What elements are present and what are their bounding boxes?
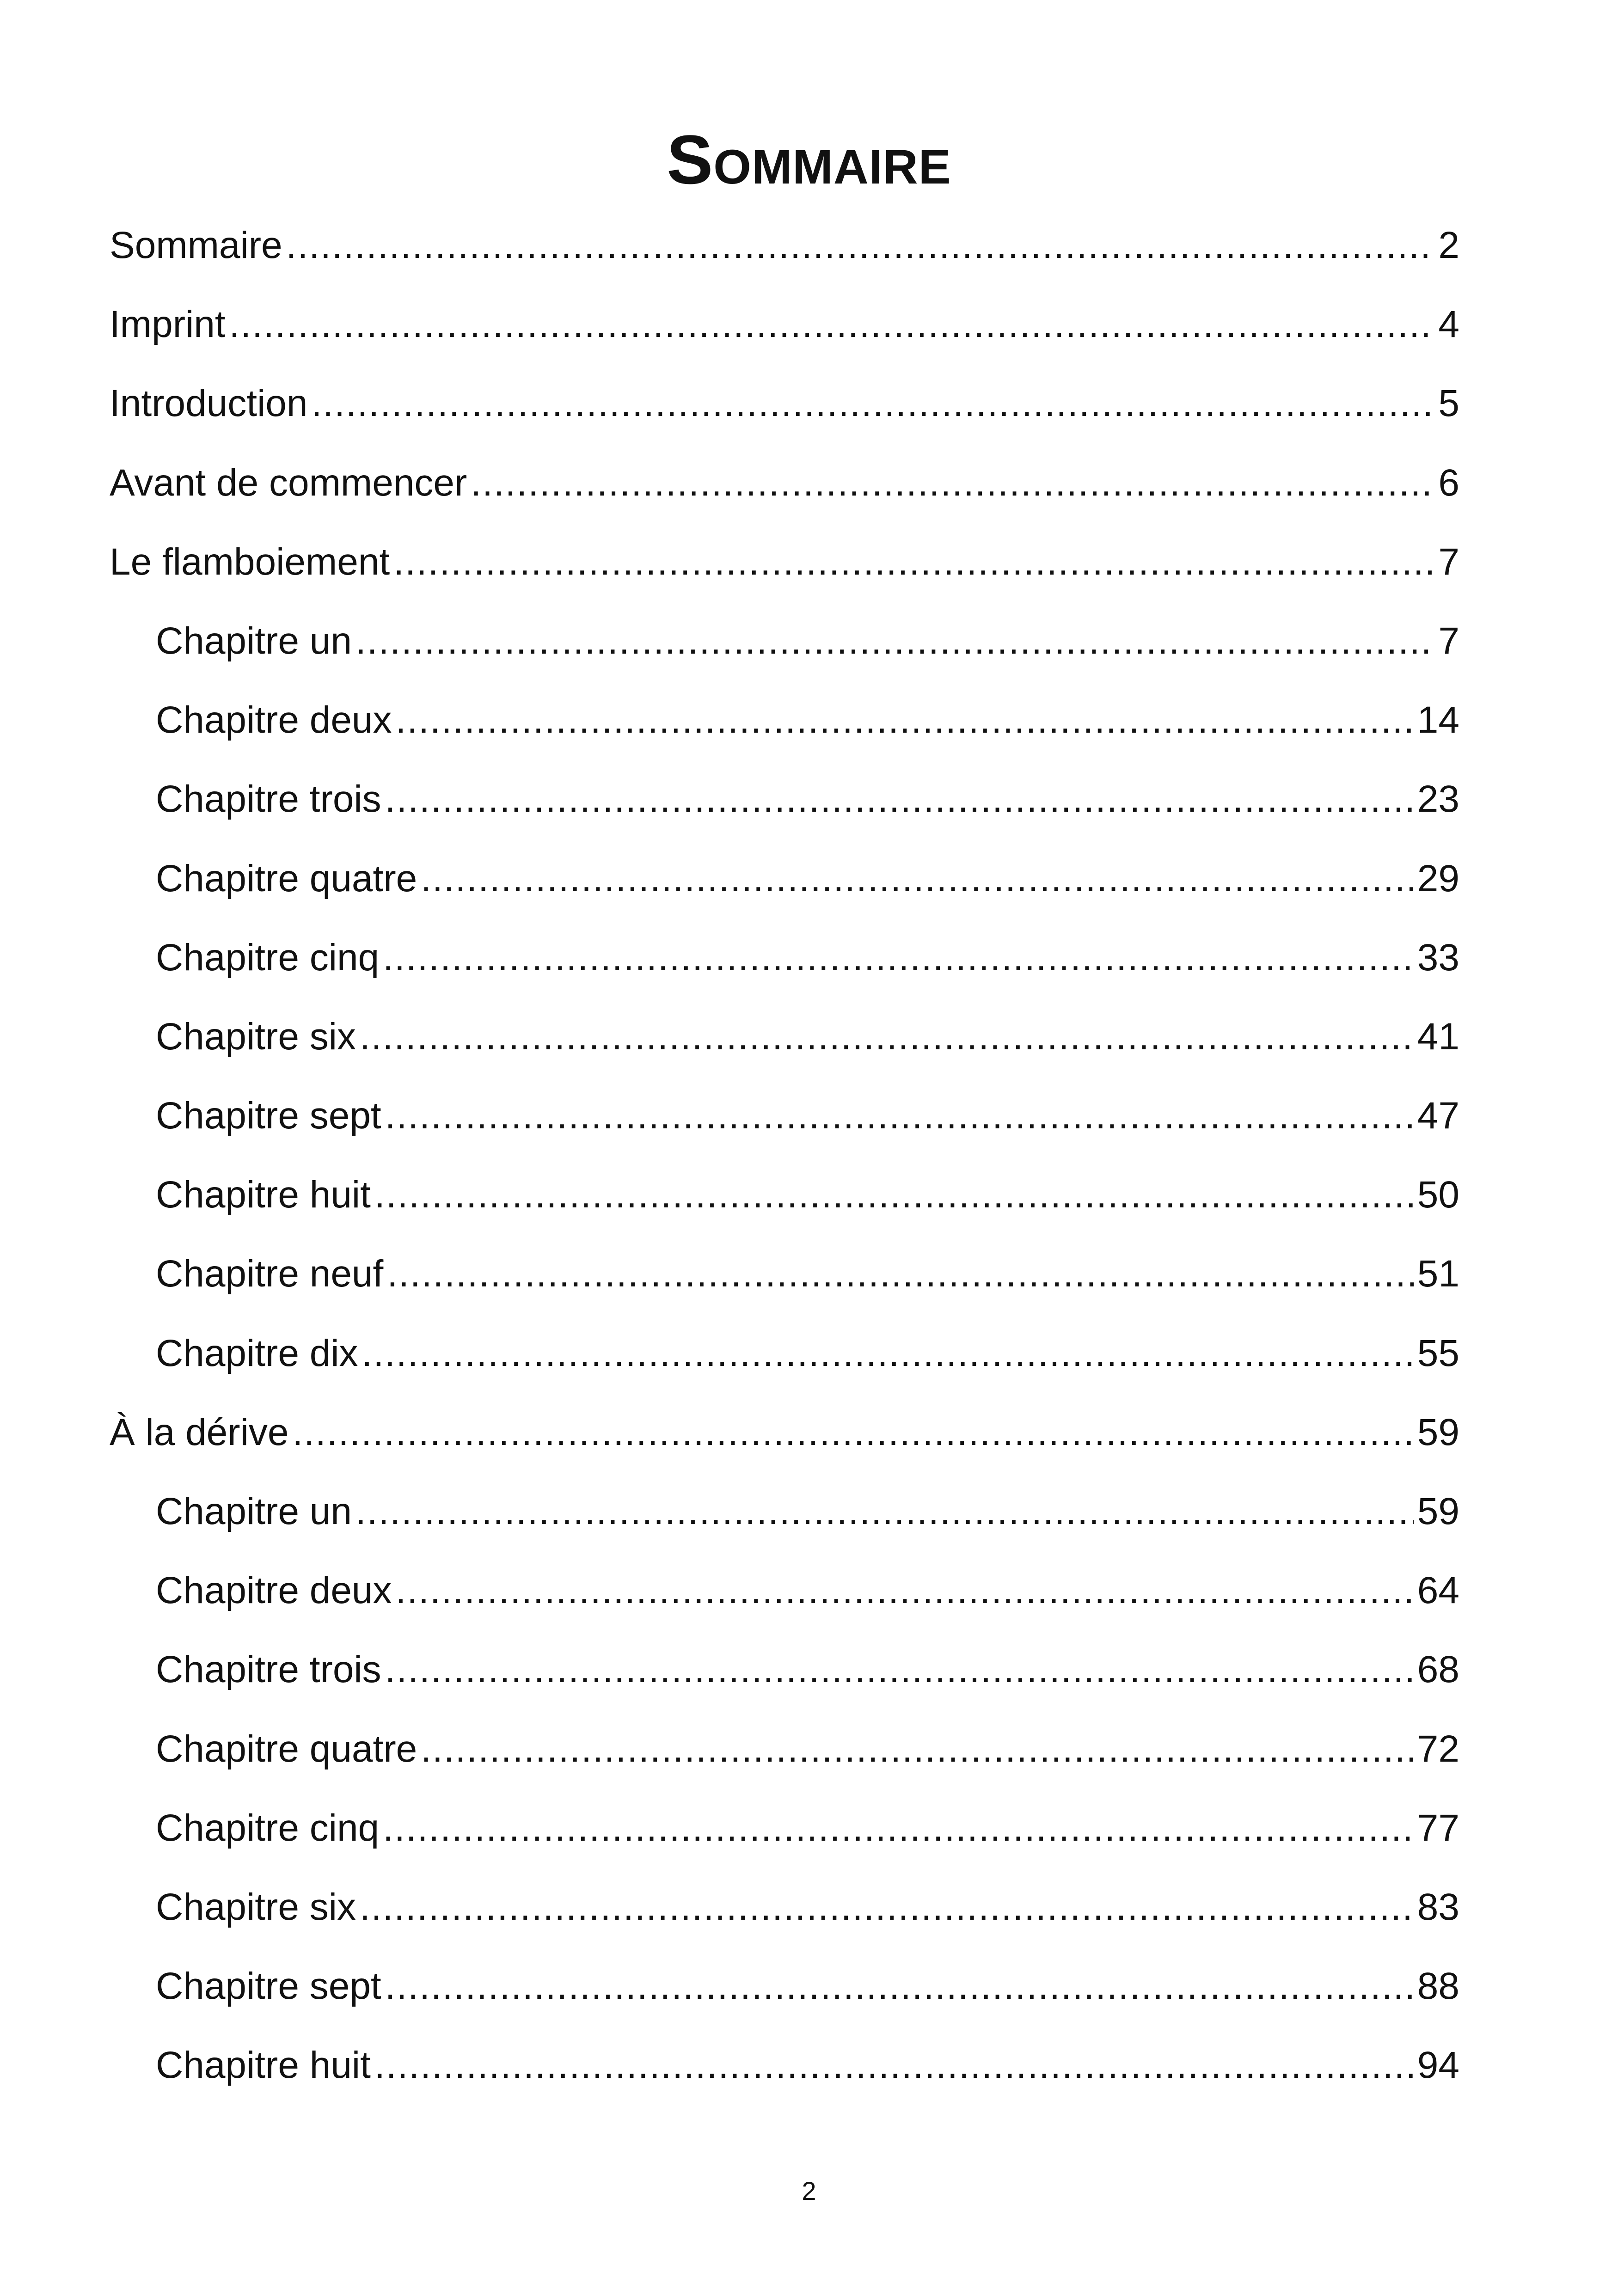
toc-entry[interactable]	[110, 1867, 1459, 1947]
toc-entry-page: 88	[1417, 1965, 1459, 2008]
toc-dot-leader	[229, 285, 1435, 364]
toc-entry[interactable]	[110, 206, 1459, 285]
toc-dot-leader	[355, 601, 1434, 680]
toc-entry[interactable]	[110, 522, 1459, 601]
toc-dot-leader	[393, 522, 1434, 601]
toc-entry-label: Chapitre quatre	[156, 857, 417, 900]
toc-entry[interactable]	[110, 1709, 1459, 1788]
toc-entry-page: 68	[1417, 1648, 1459, 1691]
toc-entry-label: Chapitre six	[156, 1886, 356, 1928]
toc-entry-page: 4	[1438, 303, 1459, 346]
toc-dot-leader	[387, 1234, 1413, 1313]
toc-dot-leader	[383, 918, 1414, 997]
toc-entry[interactable]	[110, 1234, 1459, 1313]
toc-dot-leader	[385, 759, 1414, 839]
toc-entry-label: Le flamboiement	[110, 540, 390, 583]
toc-dot-leader	[385, 1947, 1414, 2026]
toc-entry-page: 14	[1417, 699, 1459, 741]
toc-entry[interactable]	[110, 1472, 1459, 1551]
page-title: Sommaire	[667, 121, 951, 198]
toc-entry-page: 59	[1417, 1411, 1459, 1453]
toc-entry-label: Chapitre deux	[156, 1569, 392, 1612]
toc-entry-label: Avant de commencer	[110, 461, 467, 504]
toc-entry-label: Imprint	[110, 303, 226, 346]
page-number: 2	[802, 2176, 816, 2205]
toc-entry[interactable]	[110, 1155, 1459, 1234]
toc-dot-leader	[360, 997, 1414, 1076]
toc-entry-label: Chapitre quatre	[156, 1727, 417, 1770]
toc-entry-label: Chapitre dix	[156, 1332, 358, 1374]
toc-dot-leader	[362, 1314, 1414, 1393]
toc-entry-page: 59	[1417, 1490, 1459, 1532]
toc-entry-page: 5	[1438, 382, 1459, 425]
toc-entry[interactable]	[110, 364, 1459, 443]
toc-entry-page: 50	[1417, 1174, 1459, 1216]
toc-entry[interactable]	[110, 285, 1459, 364]
toc-entry-label: Chapitre sept	[156, 1965, 381, 2008]
toc-entry[interactable]	[110, 1630, 1459, 1709]
toc-dot-leader	[421, 839, 1414, 918]
toc-dot-leader	[360, 1867, 1414, 1947]
toc-entry-page: 47	[1417, 1095, 1459, 1137]
toc-dot-leader	[355, 1472, 1414, 1551]
toc-entry-label: Chapitre un	[156, 1490, 352, 1532]
toc-entry[interactable]	[110, 997, 1459, 1076]
toc-entry-label: Chapitre un	[156, 619, 352, 662]
toc-entry[interactable]	[110, 601, 1459, 680]
toc-entry[interactable]	[110, 2026, 1459, 2105]
toc-entry-page: 7	[1438, 540, 1459, 583]
toc-entry-label: Chapitre sept	[156, 1095, 381, 1137]
toc-entry-label: Chapitre cinq	[156, 1806, 380, 1849]
toc-entry-label: Chapitre deux	[156, 699, 392, 741]
toc-entry-page: 72	[1417, 1727, 1459, 1770]
toc-entry-page: 55	[1417, 1332, 1459, 1374]
toc-dot-leader	[396, 680, 1414, 759]
toc-dot-leader	[286, 206, 1435, 285]
toc-dot-leader	[471, 443, 1434, 522]
toc-entry-page: 6	[1438, 461, 1459, 504]
toc-entry-page: 41	[1417, 1015, 1459, 1058]
toc-entry[interactable]	[110, 443, 1459, 522]
toc-dot-leader	[374, 1155, 1414, 1234]
toc-entry-label: Introduction	[110, 382, 308, 425]
toc-entry[interactable]	[110, 1551, 1459, 1630]
table-of-contents	[110, 206, 1459, 2105]
toc-dot-leader	[396, 1551, 1414, 1630]
toc-entry-label: Chapitre huit	[156, 2044, 371, 2087]
toc-entry-label: Chapitre cinq	[156, 936, 380, 979]
toc-entry-page: 33	[1417, 936, 1459, 979]
toc-entry[interactable]	[110, 1947, 1459, 2026]
toc-entry[interactable]	[110, 1314, 1459, 1393]
toc-entry[interactable]	[110, 759, 1459, 839]
toc-entry-label: Chapitre huit	[156, 1174, 371, 1216]
toc-entry-page: 2	[1438, 224, 1459, 266]
toc-entry-label: À la dérive	[110, 1411, 289, 1453]
toc-dot-leader	[385, 1076, 1414, 1155]
toc-entry-label: Chapitre trois	[156, 778, 381, 820]
toc-dot-leader	[374, 2026, 1414, 2105]
toc-entry-page: 51	[1417, 1253, 1459, 1295]
toc-entry[interactable]	[110, 918, 1459, 997]
toc-entry-label: Chapitre neuf	[156, 1253, 384, 1295]
toc-dot-leader	[385, 1630, 1414, 1709]
toc-entry-page: 7	[1438, 619, 1459, 662]
toc-entry-label: Chapitre trois	[156, 1648, 381, 1691]
toc-entry-page: 94	[1417, 2044, 1459, 2087]
toc-entry-label: Chapitre six	[156, 1015, 356, 1058]
toc-entry[interactable]	[110, 1076, 1459, 1155]
toc-entry-page: 77	[1417, 1806, 1459, 1849]
toc-entry[interactable]	[110, 680, 1459, 759]
toc-dot-leader	[292, 1393, 1413, 1472]
toc-entry-page: 23	[1417, 778, 1459, 820]
toc-dot-leader	[312, 364, 1435, 443]
toc-entry-page: 64	[1417, 1569, 1459, 1612]
toc-entry-page: 29	[1417, 857, 1459, 900]
toc-dot-leader	[383, 1788, 1414, 1867]
toc-dot-leader	[421, 1709, 1414, 1788]
toc-entry[interactable]	[110, 1788, 1459, 1867]
toc-entry[interactable]	[110, 839, 1459, 918]
toc-entry-label: Sommaire	[110, 224, 282, 266]
toc-entry[interactable]	[110, 1393, 1459, 1472]
toc-entry-page: 83	[1417, 1886, 1459, 1928]
